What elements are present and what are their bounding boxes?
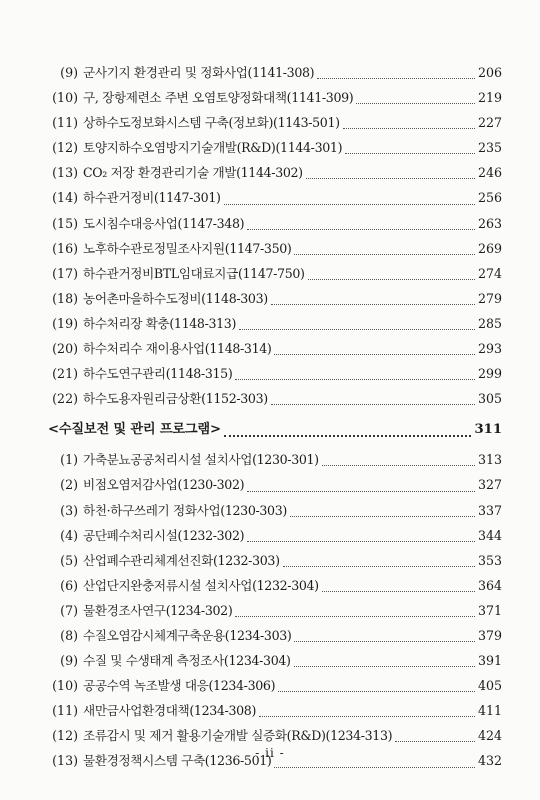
entry-title: 수질오염감시체계구축운용(1234-303) <box>83 627 292 643</box>
entry-number: (17) <box>52 265 78 281</box>
dot-leader <box>235 370 475 380</box>
entry-number: (8) <box>60 627 78 643</box>
dot-leader <box>294 245 474 255</box>
entry-title: 하수도연구관리(1148-315) <box>83 366 233 382</box>
entry-number: (10) <box>52 90 78 106</box>
entry-number: (12) <box>52 728 78 744</box>
table-of-contents <box>48 60 502 774</box>
section-page-number: 311 <box>474 422 502 438</box>
entry-page-number: 299 <box>477 366 502 382</box>
entry-number: (15) <box>52 215 78 231</box>
entry-number: (10) <box>52 678 78 694</box>
entry-page-number: 327 <box>477 477 502 493</box>
dot-leader <box>308 270 475 280</box>
entry-page-number: 285 <box>477 315 502 331</box>
entry-number: (14) <box>52 190 78 206</box>
dot-leader <box>395 732 475 742</box>
entry-title: CO₂ 저장 환경관리기술 개발(1144-302) <box>83 165 303 181</box>
toc-entry <box>48 573 502 598</box>
entry-page-number: 279 <box>477 290 502 306</box>
dot-leader <box>274 345 474 355</box>
toc-group-2 <box>48 447 502 773</box>
entry-title: 하수처리장 확충(1148-313) <box>83 315 237 331</box>
toc-entry <box>48 211 502 236</box>
entry-title: 조류감시 및 제거 활용기술개발 실증화(R&D)(1234-313) <box>83 728 393 744</box>
entry-title: 공공수역 녹조발생 대응(1234-306) <box>83 678 276 694</box>
entry-title: 하수처리수 재이용사업(1148-314) <box>83 341 272 357</box>
entry-page-number: 305 <box>477 391 502 407</box>
entry-title: 수질 및 수생태계 측정조사(1234-304) <box>83 653 291 669</box>
toc-group-1 <box>48 60 502 411</box>
page-footer: - ii - <box>255 746 285 760</box>
toc-entry <box>48 472 502 497</box>
dot-leader <box>247 482 475 492</box>
dot-leader <box>259 707 475 717</box>
dot-leader <box>356 94 475 104</box>
toc-entry <box>48 723 502 748</box>
toc-entry <box>48 160 502 185</box>
toc-entry <box>48 548 502 573</box>
entry-page-number: 269 <box>477 240 502 256</box>
dot-leader <box>322 582 475 592</box>
toc-entry <box>48 110 502 135</box>
toc-entry <box>48 60 502 85</box>
entry-page-number: 219 <box>477 90 502 106</box>
entry-title: 물환경조사연구(1234-302) <box>83 602 233 618</box>
entry-number: (19) <box>52 315 78 331</box>
toc-entry <box>48 185 502 210</box>
dot-leader <box>343 119 475 129</box>
toc-entry <box>48 673 502 698</box>
entry-number: (11) <box>52 703 78 719</box>
entry-title: 하수도용자원리금상환(1152-303) <box>83 391 268 407</box>
entry-page-number: 256 <box>477 190 502 206</box>
toc-entry <box>48 648 502 673</box>
entry-number: (22) <box>52 391 78 407</box>
dot-leader <box>345 144 475 154</box>
entry-title: 공단폐수처리시설(1232-302) <box>83 527 245 543</box>
entry-title: 물환경정책시스템 구축(1236-501) <box>83 753 272 769</box>
entry-title: 비점오염저감사업(1230-302) <box>83 477 245 493</box>
entry-number: (9) <box>60 65 78 80</box>
dot-leader <box>306 169 475 179</box>
dot-leader <box>271 395 475 405</box>
entry-page-number: 227 <box>477 115 502 131</box>
entry-title: 산업폐수관리체계선진화(1232-303) <box>83 552 280 568</box>
toc-entry <box>48 286 502 311</box>
toc-entry <box>48 361 502 386</box>
section-heading <box>48 415 502 445</box>
entry-title: 하수관거정비(1147-301) <box>83 190 221 206</box>
entry-title: 하수관거정비BTL임대료지급(1147-750) <box>83 265 305 281</box>
dot-leader <box>224 425 472 437</box>
dot-leader <box>290 507 475 517</box>
entry-page-number: 337 <box>477 502 502 518</box>
toc-entry <box>48 447 502 472</box>
dot-leader <box>235 607 475 617</box>
entry-number: (6) <box>60 577 78 593</box>
dot-leader <box>317 69 475 79</box>
dot-leader <box>278 682 475 692</box>
entry-title: 가축분뇨공공처리시설 설치사업(1230-301) <box>83 452 319 468</box>
entry-number: (1) <box>60 452 78 468</box>
toc-entry <box>48 236 502 261</box>
entry-number: (9) <box>60 653 78 669</box>
entry-title: 구, 장항제련소 주변 오염토양정화대책(1141-309) <box>83 90 354 106</box>
entry-title: 군사기지 환경관리 및 정화사업(1141-308) <box>83 65 315 80</box>
entry-number: (4) <box>60 527 78 543</box>
entry-page-number: 379 <box>477 627 502 643</box>
dot-leader <box>247 532 475 542</box>
entry-page-number: 206 <box>477 65 502 80</box>
entry-page-number: 371 <box>477 602 502 618</box>
entry-title: 농어촌마을하수도정비(1148-303) <box>83 290 268 306</box>
entry-number: (3) <box>60 502 78 518</box>
toc-entry <box>48 311 502 336</box>
dot-leader <box>224 195 475 205</box>
entry-number: (21) <box>52 366 78 382</box>
section-title: <수질보전 및 관리 프로그램> <box>48 422 221 438</box>
entry-page-number: 405 <box>477 678 502 694</box>
entry-number: (13) <box>52 753 78 769</box>
dot-leader <box>247 220 475 230</box>
entry-title: 노후하수관로정밀조사지원(1147-350) <box>83 240 292 256</box>
entry-number: (7) <box>60 602 78 618</box>
entry-title: 새만금사업환경대책(1234-308) <box>83 703 257 719</box>
entry-page-number: 263 <box>477 215 502 231</box>
dot-leader <box>322 456 475 466</box>
dot-leader <box>283 557 475 567</box>
entry-page-number: 246 <box>477 165 502 181</box>
toc-entry <box>48 135 502 160</box>
toc-entry <box>48 85 502 110</box>
entry-number: (13) <box>52 165 78 181</box>
dot-leader <box>294 632 474 642</box>
entry-page-number: 274 <box>477 265 502 281</box>
toc-entry <box>48 523 502 548</box>
toc-entry <box>48 336 502 361</box>
toc-entry <box>48 261 502 286</box>
toc-entry <box>48 386 502 411</box>
entry-page-number: 344 <box>477 527 502 543</box>
entry-number: (12) <box>52 140 78 156</box>
entry-title: 상하수도정보화시스템 구축(정보화)(1143-501) <box>83 115 340 131</box>
entry-page-number: 293 <box>477 341 502 357</box>
toc-entry <box>48 698 502 723</box>
toc-entry <box>48 598 502 623</box>
entry-number: (18) <box>52 290 78 306</box>
entry-page-number: 235 <box>477 140 502 156</box>
entry-number: (5) <box>60 552 78 568</box>
entry-number: (20) <box>52 341 78 357</box>
entry-page-number: 364 <box>477 577 502 593</box>
entry-page-number: 424 <box>477 728 502 744</box>
dot-leader <box>239 320 475 330</box>
entry-page-number: 391 <box>477 653 502 669</box>
entry-title: 도시침수대응사업(1147-348) <box>83 215 245 231</box>
entry-page-number: 432 <box>477 753 502 769</box>
entry-page-number: 411 <box>477 703 502 719</box>
entry-page-number: 353 <box>477 552 502 568</box>
dot-leader <box>271 295 475 305</box>
dot-leader <box>294 657 475 667</box>
entry-number: (11) <box>52 115 78 131</box>
toc-entry <box>48 498 502 523</box>
entry-title: 토양지하수오염방지기술개발(R&D)(1144-301) <box>83 140 343 156</box>
entry-number: (16) <box>52 240 78 256</box>
entry-title: 하천·하구쓰레기 정화사업(1230-303) <box>83 502 287 518</box>
toc-entry <box>48 623 502 648</box>
entry-number: (2) <box>60 477 78 493</box>
entry-title: 산업단지완충저류시설 설치사업(1232-304) <box>83 577 319 593</box>
entry-page-number: 313 <box>477 452 502 468</box>
